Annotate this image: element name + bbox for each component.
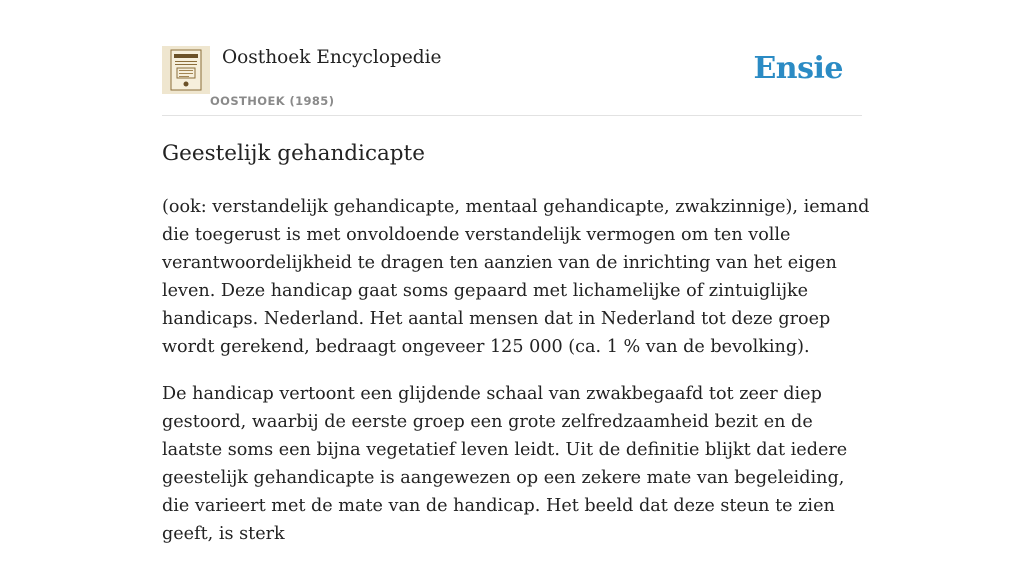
article-title: Geestelijk gehandicapte	[162, 141, 425, 166]
source-label: OOSTHOEK (1985)	[210, 94, 335, 108]
site-name[interactable]: Oosthoek Encyclopedie	[222, 47, 442, 68]
ensie-logo[interactable]: Ensie	[753, 51, 843, 86]
paragraph: (ook: verstandelijk gehandicapte, mentaal gehandicapte, zwakzinnige), iemand die toegerust is met onvoldoende verstandelijk vermogen om ten volle verantwoordelijkheid te dragen ten aanzien van de inrichting van het eigen leven. Deze handicap gaat soms gepaard met lichamelijke of zintuiglijke handicaps. Nederland. Het aantal mensen dat in Nederland tot deze groep wordt gerekend, bedraagt ongeveer 125 000 (ca. 1 % van de bevolking).	[162, 197, 870, 357]
book-cover-icon[interactable]	[162, 46, 210, 94]
paragraph: De handicap vertoont een glijdende schaal van zwakbegaafd tot zeer diep gestoord, waarbij de eerste groep een grote zelfredzaamheid bezit en de laatste soms een bijna vegetatief leven leidt. Uit de definitie blijkt dat iedere geestelijk gehandicapte is aangewezen op een zekere mate van begeleiding, die varieert met de mate van de handicap. Het beeld dat deze steun te zien geeft, is sterk	[162, 384, 848, 544]
article-body	[162, 193, 872, 567]
source-header	[162, 44, 862, 116]
